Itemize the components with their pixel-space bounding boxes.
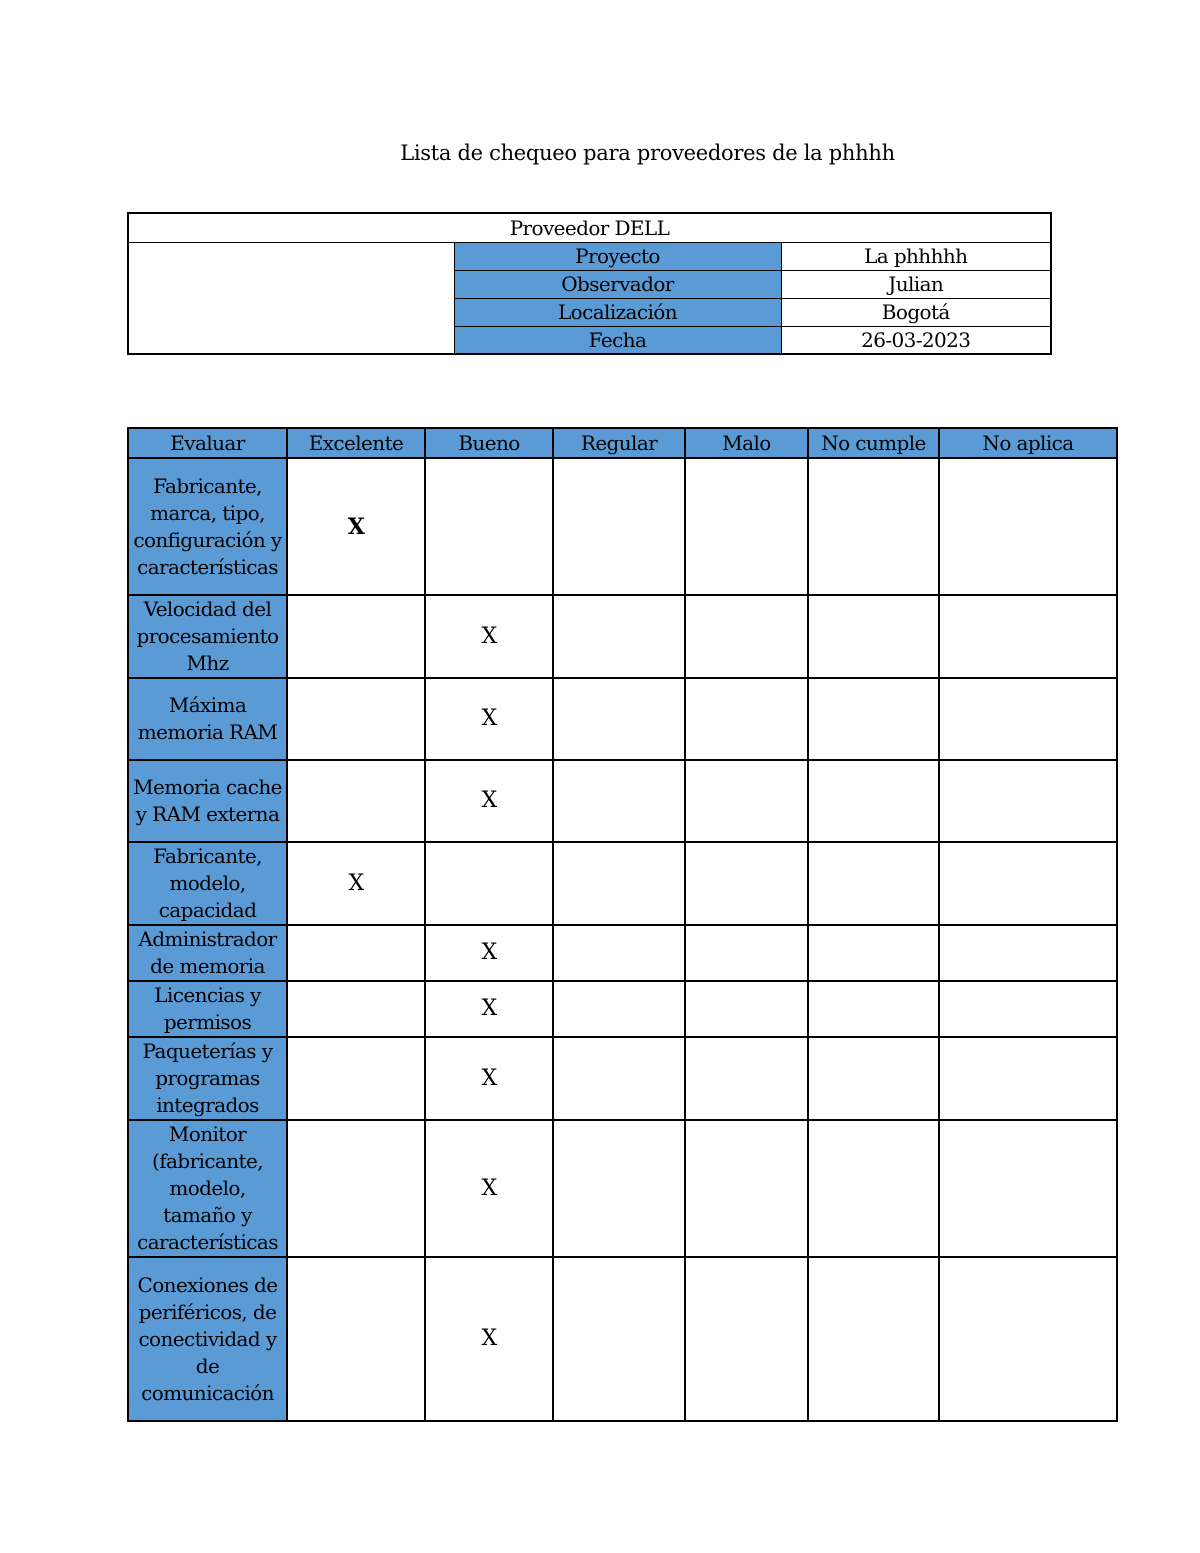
mark-cell <box>808 1257 939 1421</box>
location-label: Localización <box>454 298 781 326</box>
mark-cell <box>287 1257 425 1421</box>
provider-name: Proveedor DELL <box>128 213 1051 242</box>
mark-cell <box>939 842 1117 925</box>
evaluation-header-row <box>128 428 1117 458</box>
criterion-cell: Máxima memoria RAM <box>128 678 287 760</box>
mark-cell: X <box>425 595 553 678</box>
criterion-cell: Paqueterías y programas integrados <box>128 1037 287 1120</box>
mark-cell <box>685 925 808 981</box>
mark-cell <box>553 678 685 760</box>
mark-cell <box>685 1037 808 1120</box>
mark-cell: X <box>425 925 553 981</box>
mark-cell: X <box>425 678 553 760</box>
mark-cell <box>939 981 1117 1037</box>
table-row <box>128 760 1117 842</box>
project-value: La phhhhh <box>781 242 1051 270</box>
observer-value: Julian <box>781 270 1051 298</box>
table-row <box>128 1120 1117 1257</box>
mark-cell <box>939 760 1117 842</box>
mark-cell <box>553 760 685 842</box>
mark-cell: X <box>425 1120 553 1257</box>
table-row <box>128 1037 1117 1120</box>
criterion-cell: Licencias y permisos <box>128 981 287 1037</box>
mark-cell <box>553 925 685 981</box>
mark-cell <box>808 925 939 981</box>
mark-cell <box>287 925 425 981</box>
evaluation-table <box>127 427 1118 1422</box>
provider-info-table <box>127 212 1052 355</box>
mark-cell <box>939 678 1117 760</box>
mark-cell <box>808 458 939 595</box>
mark-cell <box>553 981 685 1037</box>
mark-cell: X <box>425 1037 553 1120</box>
mark-cell <box>287 760 425 842</box>
location-value: Bogotá <box>781 298 1051 326</box>
column-header-regular: Regular <box>553 428 685 458</box>
criterion-cell: Monitor (fabricante, modelo, tamaño y características <box>128 1120 287 1257</box>
observer-label: Observador <box>454 270 781 298</box>
mark-cell <box>287 1120 425 1257</box>
mark-cell: X <box>425 981 553 1037</box>
criterion-cell: Administrador de memoria <box>128 925 287 981</box>
mark-cell: X <box>425 760 553 842</box>
table-row <box>128 842 1117 925</box>
project-label: Proyecto <box>454 242 781 270</box>
column-header-excelente: Excelente <box>287 428 425 458</box>
mark-cell <box>808 1120 939 1257</box>
blank-cell <box>128 242 454 354</box>
mark-cell <box>287 1037 425 1120</box>
mark-cell <box>685 1257 808 1421</box>
mark-cell <box>553 458 685 595</box>
mark-cell <box>553 1120 685 1257</box>
mark-cell <box>939 1120 1117 1257</box>
mark-cell <box>939 925 1117 981</box>
mark-cell <box>939 458 1117 595</box>
table-row <box>128 595 1117 678</box>
mark-cell <box>939 595 1117 678</box>
mark-cell: X <box>425 1257 553 1421</box>
mark-cell <box>553 1257 685 1421</box>
date-value: 26-03-2023 <box>781 326 1051 354</box>
mark-cell <box>939 1257 1117 1421</box>
criterion-cell: Velocidad del procesamiento Mhz <box>128 595 287 678</box>
mark-cell <box>685 678 808 760</box>
table-row <box>128 678 1117 760</box>
table-row <box>128 981 1117 1037</box>
mark-cell <box>553 842 685 925</box>
date-label: Fecha <box>454 326 781 354</box>
column-header-no-aplica: No aplica <box>939 428 1117 458</box>
mark-cell: X <box>287 458 425 595</box>
mark-cell <box>685 981 808 1037</box>
mark-cell <box>808 842 939 925</box>
mark-cell <box>808 760 939 842</box>
mark-cell <box>287 595 425 678</box>
table-row <box>128 458 1117 595</box>
criterion-cell: Memoria cache y RAM externa <box>128 760 287 842</box>
mark-cell <box>685 1120 808 1257</box>
column-header-no-cumple: No cumple <box>808 428 939 458</box>
mark-cell: X <box>287 842 425 925</box>
column-header-evaluar: Evaluar <box>128 428 287 458</box>
mark-cell <box>553 1037 685 1120</box>
mark-cell <box>685 595 808 678</box>
criterion-cell: Fabricante, modelo, capacidad <box>128 842 287 925</box>
mark-cell <box>808 678 939 760</box>
mark-cell <box>287 981 425 1037</box>
column-header-bueno: Bueno <box>425 428 553 458</box>
mark-cell <box>808 595 939 678</box>
mark-cell <box>287 678 425 760</box>
mark-cell <box>425 458 553 595</box>
mark-cell <box>808 981 939 1037</box>
table-row <box>128 1257 1117 1421</box>
mark-cell <box>425 842 553 925</box>
mark-cell <box>685 458 808 595</box>
column-header-malo: Malo <box>685 428 808 458</box>
criterion-cell: Fabricante, marca, tipo, configuración y características <box>128 458 287 595</box>
criterion-cell: Conexiones de periféricos, de conectividad y de comunicación <box>128 1257 287 1421</box>
mark-cell <box>939 1037 1117 1120</box>
mark-cell <box>685 842 808 925</box>
page-title: Lista de chequeo para proveedores de la phhhh <box>400 141 895 165</box>
table-row <box>128 925 1117 981</box>
mark-cell <box>808 1037 939 1120</box>
mark-cell <box>553 595 685 678</box>
mark-cell <box>685 760 808 842</box>
